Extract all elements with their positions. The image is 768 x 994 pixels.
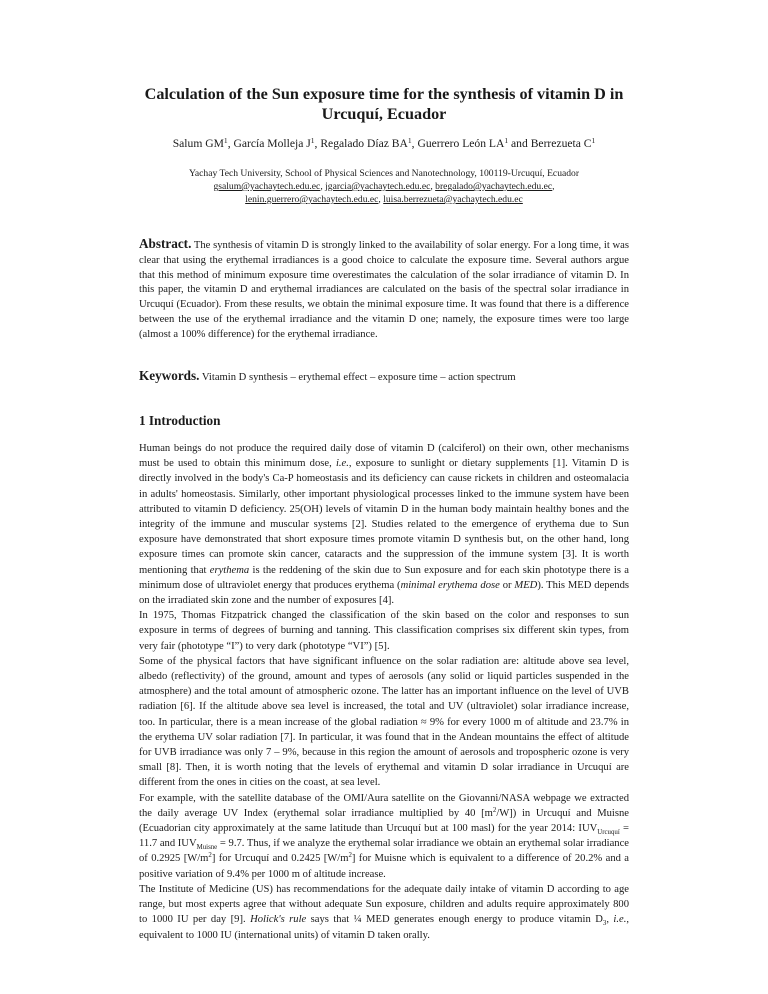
email-line: gsalum@yachaytech.edu.ec, jgarcia@yachaytech.edu.ec, bregalado@yachaytech.edu.ec,	[213, 181, 555, 192]
section-heading: 1 Introduction	[139, 413, 221, 428]
author-list	[139, 136, 629, 152]
paragraph: For example, with the satellite database of the OMI/Aura satellite on the Giovanni/NASA webpage we extracted the daily average UV Index (erythemal solar irradiance multiplied by 40 $[m^2/W]$) in Urcuquí and Muisne (Ecuadorian city approximately at the same latitude than Urcuquí but at 100 masl) for the year 2014: $IUV_{Urcuquí} = 11.7$ and $IUV_{Muisne} = 9.7$. Thus, if we analyze the erythemal solar irradiance we obtain an erythemal solar irradiance of 0.2925 $[W/m^2]$ for Urcuquí and 0.2425 $[W/m^2]$ for Muisne which is equivalent to a difference of 20.2% and a positive variation of 9.4% per 1000 m of altitude increase.	[139, 792, 630, 880]
email-link[interactable]: gsalum@yachaytech.edu.ec	[213, 181, 321, 192]
affiliation: Yachay Tech University, School of Physical Sciences and Nanotechnology, 100119-Urcuquí, Ecuador	[188, 168, 580, 179]
author: Berrezueta $C^1$	[530, 135, 596, 150]
paragraph: Some of the physical factors that have significant influence on the solar radiation are: altitude above sea level, albedo (reflectivity) of the ground, amount and types of aerosols (any solid or liquid particles suspended in the atmosphere) and the total amount of atmospheric ozone. The latter has an important influence on the level of UVB radiation [6]. If the altitude above sea level is increased, the total and UV (ultraviolet) solar irradiance increase, too. In particular, there is a mean increase of the global radiation ≈ 9% for every 1000 m of altitude and 23.7% in the erythema UV solar radiation [7]. In particular, it was found that in the Andean mountains the effect of altitude for UVB irradiance was only 7 – 9%, because in this region the amount of aerosols and tropospheric ozone is very small [8]. Then, it is worth noting that the levels of erythemal and vitamin D solar irradiance in Urcuquí are different from the ones in cities on the coast, at sea level.	[139, 655, 629, 789]
abstract-text: The synthesis of vitamin D is strongly linked to the availability of solar energy. For a long time, it was clear that using the erythemal irradiances is a good choice to calculate the exposure time. Several authors argue that this method of minimum exposure time overestimates the calculation of the solar irradiance of vitamin D. In this paper, the vitamin D and erythemal irradiances are calculated on the basis of the spectral solar irradiance in Urcuquí (Ecuador). From these results, we obtain the minimal exposure time. It was found that there is a difference between the use of the erythemal irradiance and the vitamin D one; namely, the exposure times were too large (almost a 100% difference) for the erythemal irradiance.	[139, 240, 629, 340]
email-link[interactable]: lenin.guerrero@yachaytech.edu.ec	[245, 194, 379, 205]
keywords	[139, 368, 629, 385]
paragraph: The Institute of Medicine (US) has recommendations for the adequate daily intake of vitamin D according to age range, but most experts agree that without adequate Sun exposure, children and adults require approximately 800 to 1000 IU per day [9]. Holick's rule says that ¼ MED generates enough energy to produce vitamin $D_3$, i.e., equivalent to 1000 IU (international units) of vitamin D taken orally.	[139, 883, 630, 941]
keywords-text: Vitamin D synthesis – erythemal effect – exposure time – action spectrum	[201, 372, 516, 383]
paragraph: Human beings do not produce the required daily dose of vitamin D (calciferol) on their own, other mechanisms must be used to obtain this minimum dose, i.e., exposure to sunlight or dietary supplements [1]. Vitamin D is directly involved in the body's Ca-P homeostasis and its deficiency can cause rickets in children and osteomalacia in adults' homeostasis. Similarly, other important physiological processes linked to the immune system have been attributed to vitamin D deficiency. 25(OH) levels of vitamin D in the human body maintain healthy bones and the integrity of the immune and muscular systems [2]. Studies related to the emergence of erythema due to Sun exposure have demonstrated that short exposure times promote vitamin D synthesis but, on the other hand, long exposure times can promote skin cancer, cataracts and the suppression of the immune system [3]. It is worth mentioning that erythema is the reddening of the skin due to Sun exposure and for each skin phototype there is a minimum dose of ultraviolet energy that produces erythema (minimal erythema dose or MED). This MED depends on the irradiated skin zone and the number of exposures [4].	[139, 443, 629, 607]
introduction-body	[139, 441, 629, 943]
author: Guerrero León $LA^1$ and	[417, 135, 531, 150]
author: Regalado Díaz $BA^1$,	[320, 135, 418, 150]
email-link[interactable]: jgarcia@yachaytech.edu.ec	[325, 181, 431, 192]
affiliation-block	[139, 167, 629, 206]
keywords-label: Keywords.	[139, 368, 200, 383]
email-link[interactable]: bregalado@yachaytech.edu.ec	[435, 181, 553, 192]
abstract	[139, 237, 629, 343]
email-line: lenin.guerrero@yachaytech.edu.ec, luisa.berrezueta@yachaytech.edu.ec	[245, 194, 523, 205]
paragraph: In 1975, Thomas Fitzpatrick changed the classification of the skin based on the color and responses to sun exposure in terms of degrees of burning and tanning. This classification comprises six different skin types, from very fair (phototype “I”) to very dark (phototype “VI”) [5].	[139, 610, 629, 652]
email-link[interactable]: luisa.berrezueta@yachaytech.edu.ec	[383, 194, 523, 205]
author: García Molleja $J^1$,	[233, 135, 321, 150]
author: Salum $GM^1$,	[172, 135, 234, 150]
abstract-label: Abstract.	[139, 236, 192, 251]
paper-title: Calculation of the Sun exposure time for the synthesis of vitamin D in Urcuquí, Ecuador	[144, 85, 624, 123]
